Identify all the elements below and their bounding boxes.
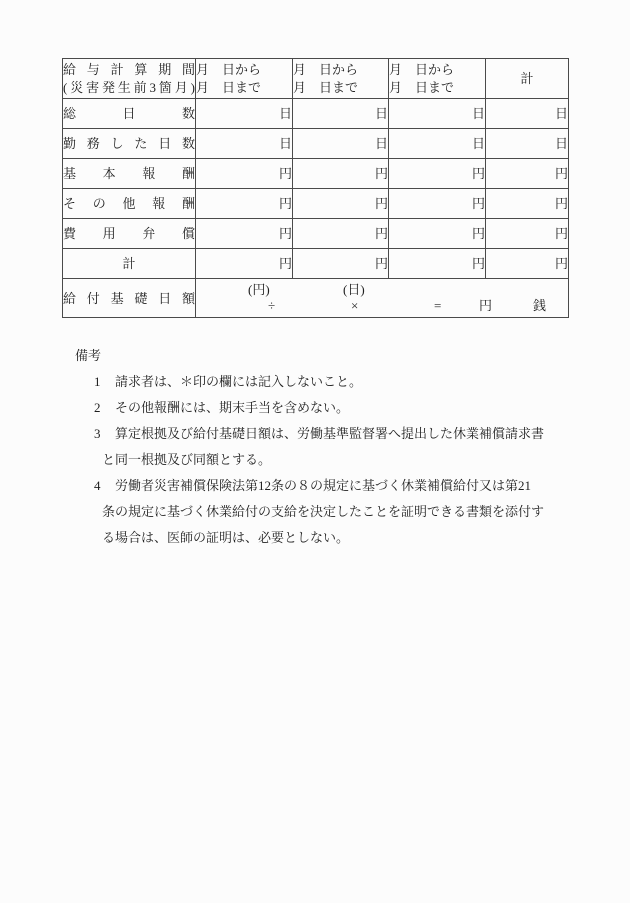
row-label-2: 基本報酬 <box>63 159 196 189</box>
unit-label: 円 <box>471 226 485 241</box>
unit-label: 日 <box>554 106 568 121</box>
row-label-5: 計 <box>63 249 196 279</box>
remark-text: 請求者は、＊印の欄には記入しないこと。 <box>115 374 363 389</box>
header-label-line2: (災害発生前3箇月) <box>63 79 195 95</box>
value-cell <box>293 189 389 219</box>
value-cell <box>293 129 389 159</box>
formula-part: × <box>351 298 359 313</box>
unit-label: 日 <box>471 106 485 121</box>
remark-number: 4 <box>94 478 101 493</box>
unit-label: 日 <box>278 136 292 151</box>
row-label-4: 費用弁償 <box>63 219 196 249</box>
formula-part: 銭 <box>533 298 547 313</box>
remark-item-4-line-1 <box>75 473 565 499</box>
unit-label: 日 <box>471 136 485 151</box>
unit-label: 円 <box>554 196 568 211</box>
unit-label: 日 <box>278 106 292 121</box>
table-header-period-col-3 <box>389 59 486 99</box>
table-header-total <box>486 59 569 99</box>
value-cell <box>389 99 486 129</box>
remark-text: る場合は、医師の証明は、必要としない。 <box>102 530 350 545</box>
period-to-label: 月 日まで <box>389 79 455 95</box>
remark-text: と同一根拠及び同額とする。 <box>102 452 272 467</box>
unit-label: 円 <box>278 166 292 181</box>
unit-label: 日 <box>374 106 388 121</box>
table-header-period-col-2 <box>293 59 389 99</box>
remark-item-4-line-2 <box>75 499 565 525</box>
period-from-label: 月 日から <box>196 61 262 77</box>
remark-item-3-line-2 <box>75 447 565 473</box>
remark-item-3-line-1 <box>75 421 565 447</box>
value-cell <box>389 189 486 219</box>
formula-part: ÷ <box>268 298 276 313</box>
remark-number: 2 <box>94 400 101 415</box>
period-from-label: 月 日から <box>293 61 359 77</box>
total-label: 計 <box>520 71 534 86</box>
unit-label: 円 <box>374 166 388 181</box>
unit-label: 日 <box>374 136 388 151</box>
unit-label: 日 <box>554 136 568 151</box>
value-cell <box>196 219 293 249</box>
value-cell <box>196 129 293 159</box>
value-cell <box>196 99 293 129</box>
remarks-list <box>75 369 565 551</box>
row-label-3: その他報酬 <box>63 189 196 219</box>
value-cell <box>486 159 569 189</box>
benefit-base-formula <box>196 279 568 317</box>
unit-label: 円 <box>554 166 568 181</box>
unit-label: 円 <box>374 256 388 271</box>
remark-text: 条の規定に基づく休業給付の支給を決定したことを証明できる書類を添付す <box>102 504 545 519</box>
value-cell <box>486 219 569 249</box>
value-cell <box>293 219 389 249</box>
row-label-0: 総日数 <box>63 99 196 129</box>
unit-label: 円 <box>278 196 292 211</box>
unit-label: 円 <box>471 166 485 181</box>
remark-number: 1 <box>94 374 101 389</box>
remark-item-1-line-1 <box>75 369 565 395</box>
value-cell <box>389 159 486 189</box>
value-cell <box>196 159 293 189</box>
remark-number: 3 <box>94 426 101 441</box>
value-cell <box>486 129 569 159</box>
row-label-1: 勤務した日数 <box>63 129 196 159</box>
formula-part: (日) <box>343 282 365 297</box>
unit-label: 円 <box>374 196 388 211</box>
value-cell <box>293 99 389 129</box>
remark-text: 算定根拠及び給付基礎日額は、労働基準監督署へ提出した休業補償請求書 <box>115 426 545 441</box>
unit-label: 円 <box>471 256 485 271</box>
value-cell <box>389 219 486 249</box>
period-from-label: 月 日から <box>389 61 455 77</box>
period-to-label: 月 日まで <box>196 79 262 95</box>
table-header-row-label <box>63 59 196 99</box>
table-header-period-col-1 <box>196 59 293 99</box>
value-cell <box>389 249 486 279</box>
salary-calculation-table <box>62 58 569 318</box>
header-label-line1: 給与計算期間 <box>63 61 195 77</box>
formula-cell <box>196 279 569 318</box>
unit-label: 円 <box>374 226 388 241</box>
unit-label: 円 <box>554 256 568 271</box>
remark-item-2-line-1 <box>75 395 565 421</box>
value-cell <box>486 99 569 129</box>
unit-label: 円 <box>278 256 292 271</box>
row-label-benefit-base-amount: 給付基礎日額 <box>63 279 196 318</box>
remark-item-4-line-3 <box>75 525 565 551</box>
value-cell <box>196 249 293 279</box>
value-cell <box>293 159 389 189</box>
value-cell <box>389 129 486 159</box>
formula-part: = <box>434 298 442 313</box>
value-cell <box>486 249 569 279</box>
period-to-label: 月 日まで <box>293 79 359 95</box>
unit-label: 円 <box>471 196 485 211</box>
formula-part: (円) <box>248 282 270 297</box>
value-cell <box>486 189 569 219</box>
remark-text: その他報酬には、期末手当を含めない。 <box>115 400 350 415</box>
unit-label: 円 <box>278 226 292 241</box>
formula-part: 円 <box>479 298 493 313</box>
value-cell <box>196 189 293 219</box>
remarks-title: 備考 <box>75 348 102 363</box>
remark-text: 労働者災害補償保険法第12条の８の規定に基づく休業補償給付又は第21 <box>115 478 532 493</box>
unit-label: 円 <box>554 226 568 241</box>
remarks-section <box>75 343 565 551</box>
value-cell <box>293 249 389 279</box>
